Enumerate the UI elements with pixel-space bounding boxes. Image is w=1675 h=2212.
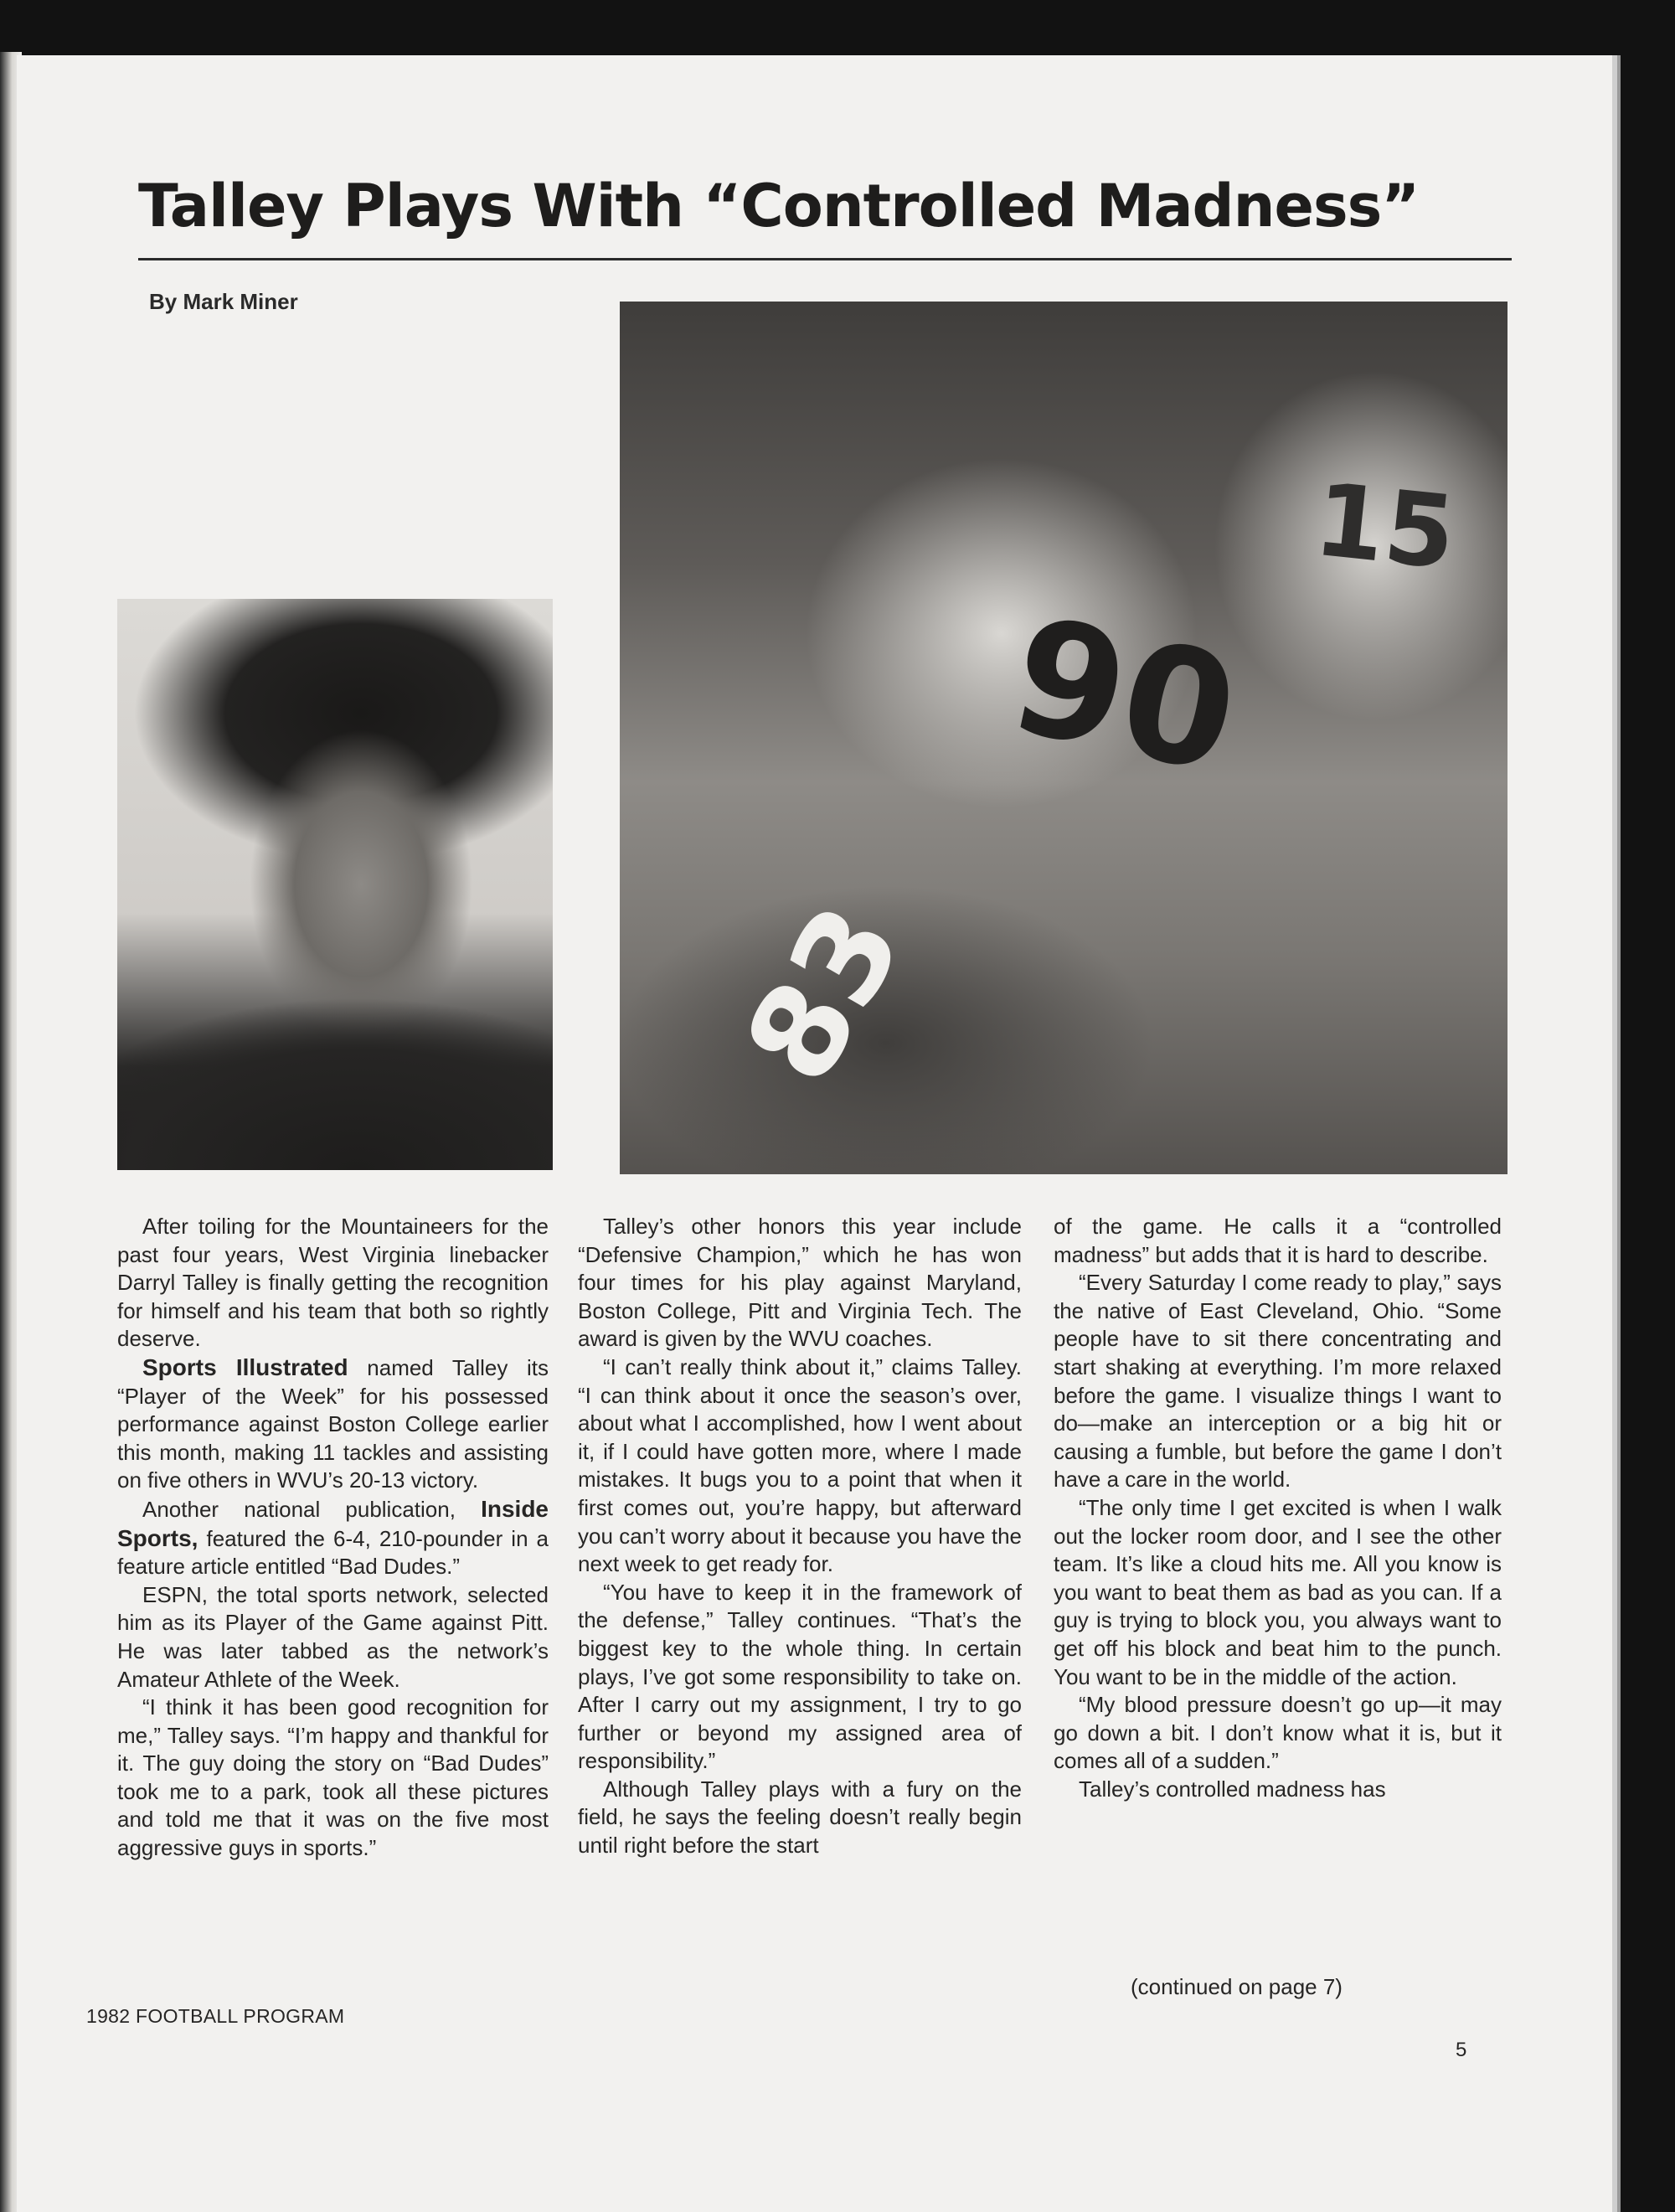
paragraph: “I can’t really think about it,” claims Talley. “I can think about it once the season’s over, about what I accomplished, how I went about it, if I could have gotten more, where I made mistakes. It bugs you to a point that when it first comes out, you’re happy, but afterward you can’t worry about it because you have the next week to get ready for. <box>578 1353 1022 1577</box>
jersey-number-90: 90 <box>996 581 1252 810</box>
article-column-1 <box>117 1213 549 1863</box>
football-action-photo <box>620 302 1508 1174</box>
paragraph-text: named Talley its “Player of the Week” for his possessed performance against Boston College earlier this month, making 11 tackles and assisting on five others in WVU’s 20-13 victory. <box>117 1354 549 1493</box>
paragraph: After toiling for the Mountaineers for the past four years, West Virginia linebacker Darryl Talley is finally getting the recognition for himself and his team that both so rightly deserve. <box>117 1214 549 1352</box>
paragraph: of the game. He calls it a “controlled madness” but adds that it is hard to describe. <box>1054 1214 1502 1267</box>
page-edge <box>1612 59 1621 2212</box>
headline-rule <box>138 258 1512 260</box>
article-column-2 <box>578 1213 1022 1860</box>
headline: Talley Plays With “Controlled Madness” <box>138 172 1420 240</box>
paragraph: Although Talley plays with a fury on the field, he says the feeling doesn’t really begin until right before the start <box>578 1776 1022 1859</box>
portrait-shoulders <box>117 998 553 1170</box>
paragraph-text: Another national publication, <box>142 1496 482 1522</box>
paragraph: “The only time I get excited is when I walk out the locker room door, and I see the other team. It’s like a cloud hits me. All you know is you want to beat them as bad as you can. If a guy is trying to block you, you always want to get off his block and beat him to the punch. You want to be in the middle of the action. <box>1054 1494 1502 1689</box>
paragraph: “I think it has been good recognition for me,” Talley says. “I’m happy and thankful for it. The guy doing the story on “Bad Dudes” took me to a park, took all these pictures and told me that it was on the five most aggressive guys in sports.” <box>117 1694 549 1861</box>
jersey-number-15: 15 <box>1309 461 1461 593</box>
paragraph: “My blood pressure doesn’t go up—it may go down a bit. I don’t know what it is, but it comes all of a sudden.” <box>1054 1692 1502 1774</box>
paragraph <box>117 1353 549 1495</box>
paragraph: “Every Saturday I come ready to play,” says the native of East Cleveland, Ohio. “Some people have to sit there concentrating and start shaking at everything. I’m more relaxed before the game. I visualize things I want to do—make an interception or a big hit or causing a fumble, but before the game I don’t have a care in the world. <box>1054 1270 1502 1493</box>
paragraph: “You have to keep it in the framework of the defense,” Talley continues. “That’s the biggest key to the whole thing. In certain plays, I’ve got some responsibility to take on. After I carry out my assignment, I try to go further or beyond my assigned area of responsibility.” <box>578 1579 1022 1774</box>
byline: By Mark Miner <box>149 289 298 314</box>
article-column-3 <box>1054 1213 1502 1803</box>
jersey-number-83: 83 <box>717 882 931 1106</box>
paragraph-text: featured the 6-4, 210-pounder in a feature article entitled “Bad Dudes.” <box>117 1525 549 1580</box>
publication-name: Sports Illustrated <box>142 1353 348 1380</box>
paragraph: Talley’s other honors this year include “Defensive Champion,” which he has won four times for his play against Maryland, Boston College, Pitt and Virginia Tech. The award is given by the WVU coaches. <box>578 1214 1022 1352</box>
page-number: 5 <box>1456 2039 1467 2061</box>
continued-note: (continued on page 7) <box>1131 1974 1343 1999</box>
publication-name: Inside Sports, <box>117 1495 549 1551</box>
footer-program-title: 1982 FOOTBALL PROGRAM <box>86 2005 345 2027</box>
paragraph <box>117 1495 549 1581</box>
paragraph: Talley’s controlled madness has <box>1079 1776 1386 1802</box>
portrait-photo <box>117 599 553 1170</box>
paragraph: ESPN, the total sports network, selected him as its Player of the Game against Pitt. He was later tabbed as the network’s Amateur Athlete of the Week. <box>117 1581 549 1692</box>
